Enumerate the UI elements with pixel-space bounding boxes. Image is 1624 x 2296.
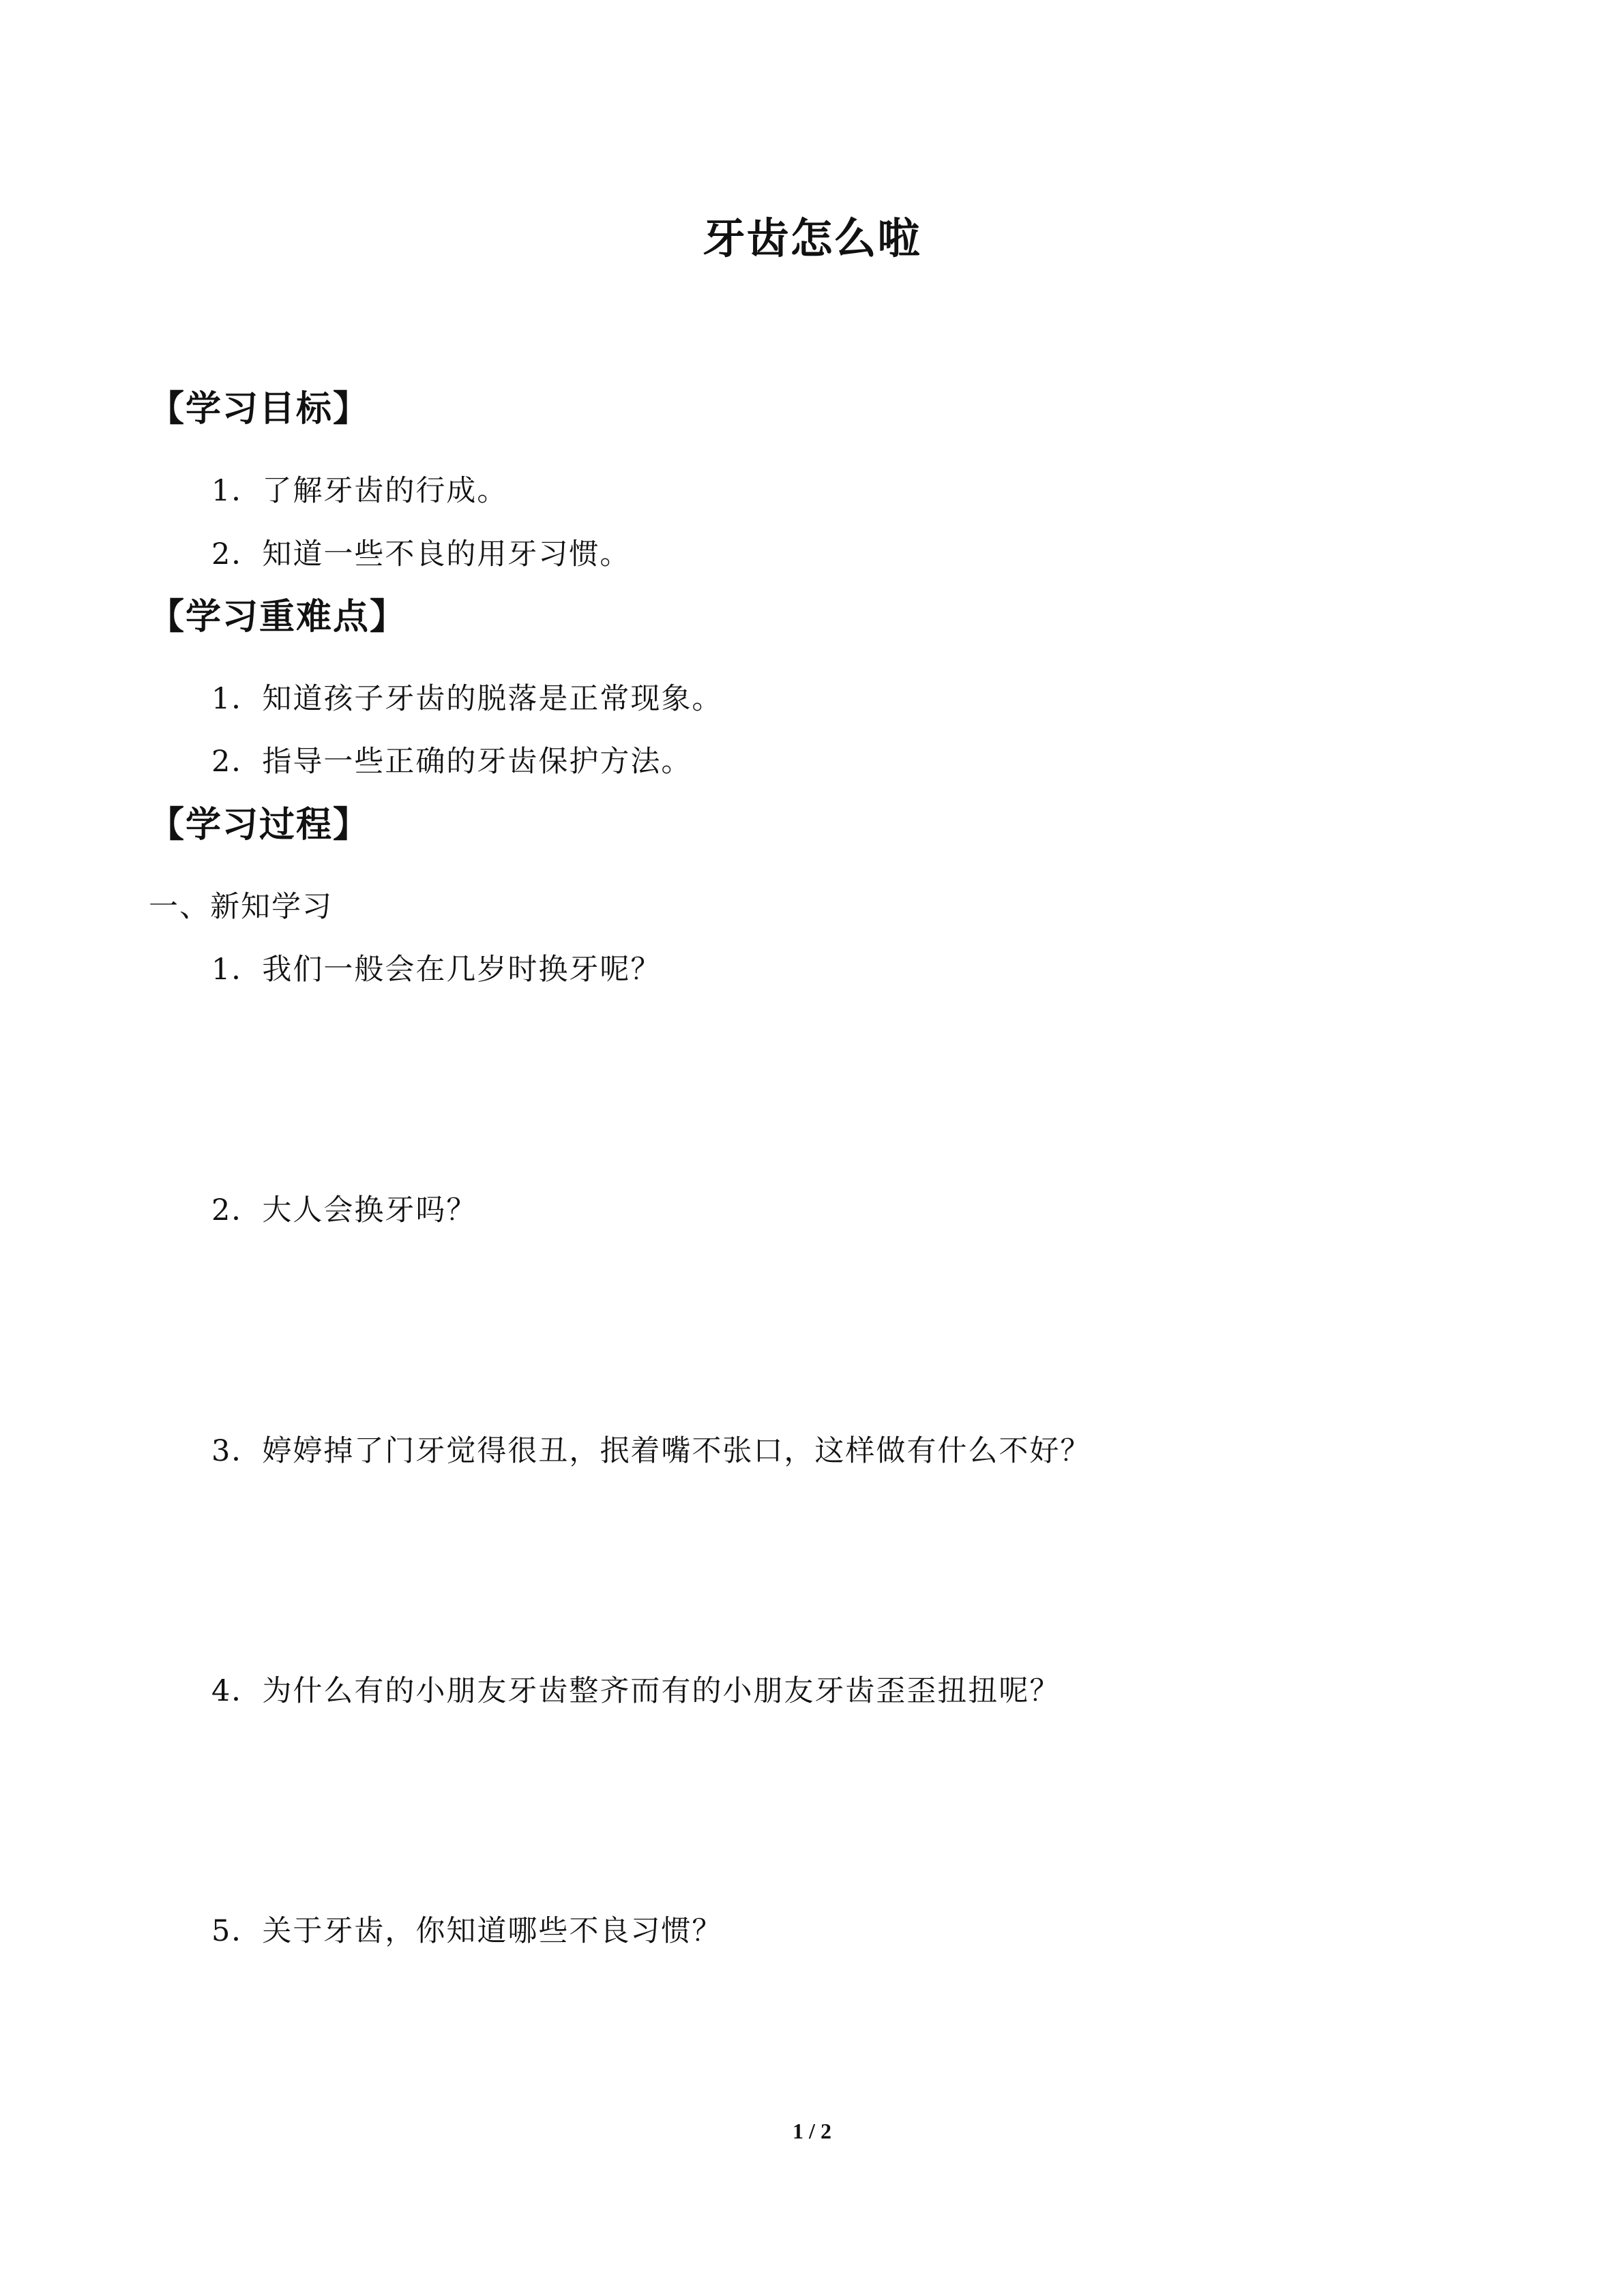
page-number: 1 / 2 xyxy=(793,2119,831,2143)
section-heading-key-points: 【学习重难点】 xyxy=(149,597,407,638)
question-4: 4．为什么有的小朋友牙齿整齐而有的小朋友牙齿歪歪扭扭呢？ xyxy=(211,1674,1061,1708)
subsection-new-knowledge: 一、新知学习 xyxy=(149,890,333,924)
objective-item-1: 1．了解牙齿的行成。 xyxy=(211,474,508,508)
question-2: 2．大人会换牙吗？ xyxy=(211,1193,477,1227)
question-5: 5．关于牙齿，你知道哪些不良习惯？ xyxy=(211,1914,723,1948)
key-point-item-1: 1．知道孩子牙齿的脱落是正常现象。 xyxy=(211,682,723,716)
section-heading-objectives: 【学习目标】 xyxy=(149,389,370,430)
section-heading-process: 【学习过程】 xyxy=(149,805,370,846)
question-3: 3．婷婷掉了门牙觉得很丑，抿着嘴不张口，这样做有什么不好？ xyxy=(211,1434,1091,1468)
question-1: 1．我们一般会在几岁时换牙呢？ xyxy=(211,953,662,987)
objective-item-2: 2．知道一些不良的用牙习惯。 xyxy=(211,537,631,571)
key-point-item-2: 2．指导一些正确的牙齿保护方法。 xyxy=(211,745,692,779)
page-title: 牙齿怎么啦 xyxy=(703,213,921,263)
